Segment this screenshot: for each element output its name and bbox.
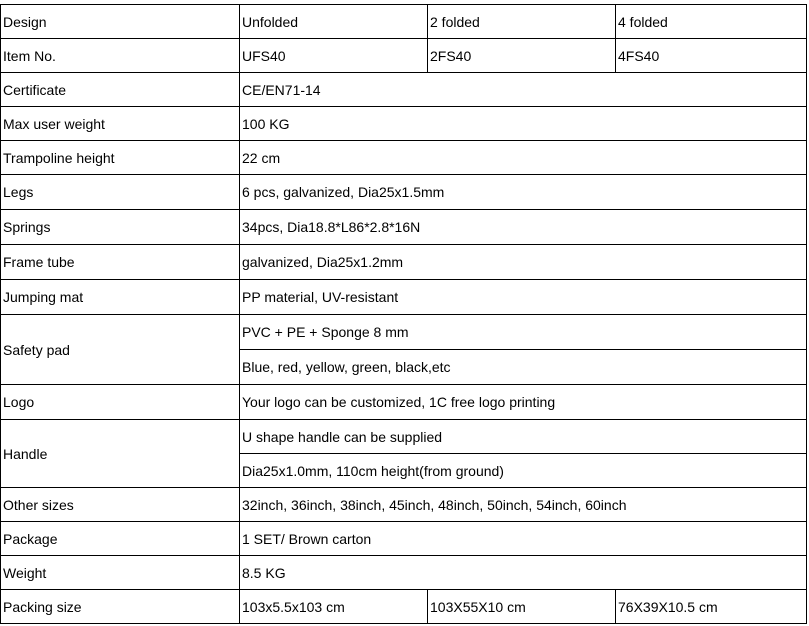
cell-value: 22 cm	[240, 141, 807, 175]
table-row	[1, 315, 807, 350]
cell-value: 103X55X10 cm	[428, 590, 616, 624]
cell-value: 4 folded	[616, 5, 807, 39]
cell-value: 32inch, 36inch, 38inch, 45inch, 48inch, 50inch, 54inch, 60inch	[240, 488, 807, 522]
row-label: Frame tube	[1, 245, 240, 280]
row-label: Package	[1, 522, 240, 556]
table-row	[1, 5, 807, 39]
cell-value: 34pcs, Dia18.8*L86*2.8*16N	[240, 210, 807, 245]
cell-value: 8.5 KG	[240, 556, 807, 590]
spec-table	[0, 4, 807, 624]
cell-value: galvanized, Dia25x1.2mm	[240, 245, 807, 280]
cell-value: 103x5.5x103 cm	[240, 590, 428, 624]
cell-value: Unfolded	[240, 5, 428, 39]
table-row	[1, 385, 807, 420]
cell-value: U shape handle can be supplied	[240, 420, 807, 454]
cell-value: PP material, UV-resistant	[240, 280, 807, 315]
table-row	[1, 73, 807, 107]
row-label: Springs	[1, 210, 240, 245]
row-label: Jumping mat	[1, 280, 240, 315]
table-row	[1, 141, 807, 175]
table-row	[1, 420, 807, 454]
cell-value: UFS40	[240, 39, 428, 73]
row-label: Safety pad	[1, 315, 240, 385]
table-row	[1, 107, 807, 141]
row-label: Handle	[1, 420, 240, 488]
row-label: Trampoline height	[1, 141, 240, 175]
cell-value: CE/EN71-14	[240, 73, 807, 107]
table-row	[1, 280, 807, 315]
table-row	[1, 488, 807, 522]
table-row	[1, 556, 807, 590]
row-label: Legs	[1, 175, 240, 210]
row-label: Packing size	[1, 590, 240, 624]
table-row	[1, 522, 807, 556]
table-row	[1, 245, 807, 280]
table-row	[1, 39, 807, 73]
row-label: Certificate	[1, 73, 240, 107]
row-label: Design	[1, 5, 240, 39]
cell-value: 2FS40	[428, 39, 616, 73]
table-row	[1, 175, 807, 210]
cell-value: 6 pcs, galvanized, Dia25x1.5mm	[240, 175, 807, 210]
cell-value: 100 KG	[240, 107, 807, 141]
cell-value: PVC + PE + Sponge 8 mm	[240, 315, 807, 350]
row-label: Item No.	[1, 39, 240, 73]
row-label: Weight	[1, 556, 240, 590]
table-row	[1, 590, 807, 624]
cell-value: 4FS40	[616, 39, 807, 73]
cell-value: Dia25x1.0mm, 110cm height(from ground)	[240, 454, 807, 488]
row-label: Other sizes	[1, 488, 240, 522]
cell-value: 76X39X10.5 cm	[616, 590, 807, 624]
row-label: Max user weight	[1, 107, 240, 141]
cell-value: Blue, red, yellow, green, black,etc	[240, 350, 807, 385]
cell-value: Your logo can be customized, 1C free logo printing	[240, 385, 807, 420]
row-label: Logo	[1, 385, 240, 420]
cell-value: 2 folded	[428, 5, 616, 39]
cell-value: 1 SET/ Brown carton	[240, 522, 807, 556]
table-row	[1, 210, 807, 245]
